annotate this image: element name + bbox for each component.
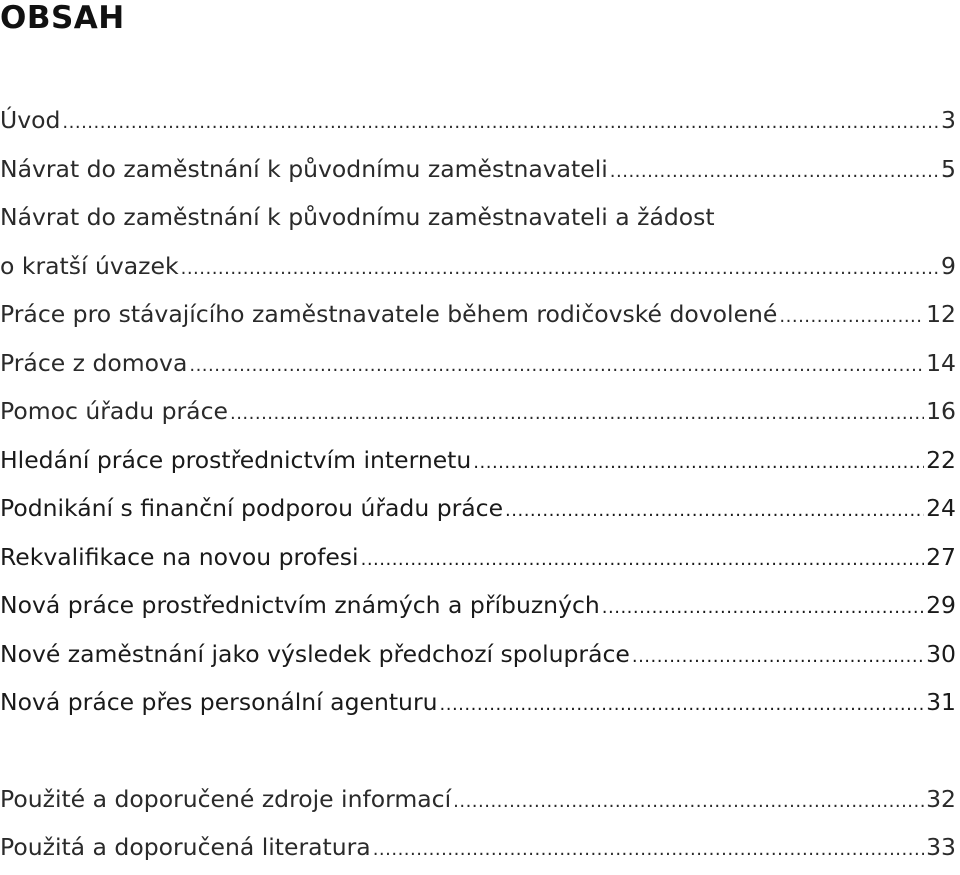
dot-leader	[505, 487, 924, 536]
toc-entry-label: Práce pro stávajícího zaměstnavatele během rodičovské dovolené	[0, 300, 778, 328]
toc-entry-page: 27	[926, 542, 956, 571]
toc-entry[interactable]	[0, 484, 956, 533]
toc-entry-page: 29	[926, 591, 956, 619]
dot-leader	[361, 536, 925, 585]
toc-entry-page: 5	[941, 154, 956, 183]
toc-entry-label: Návrat do zaměstnání k původnímu zaměstnavateli	[0, 154, 608, 183]
dot-leader	[473, 439, 924, 488]
dot-leader	[453, 778, 924, 827]
toc-entry[interactable]	[0, 630, 956, 679]
toc-entry-label: Pomoc úřadu práce	[0, 397, 228, 425]
toc-entry[interactable]	[0, 96, 956, 145]
toc-entry[interactable]	[0, 290, 956, 339]
toc-entry-page: 31	[926, 688, 956, 716]
dot-leader	[440, 681, 925, 730]
toc-entry[interactable]	[0, 436, 956, 485]
toc-entry-page: 16	[926, 397, 956, 425]
toc-entry-page: 9	[941, 251, 956, 280]
toc-entry-label: Použité a doporučené zdroje informací	[0, 784, 452, 813]
toc-entry-label: Práce z domova	[0, 348, 188, 377]
toc-entry[interactable]	[0, 145, 956, 194]
dot-leader	[181, 245, 939, 294]
toc-entry-label: Podnikání s finanční podporou úřadu práce	[0, 494, 504, 522]
dot-leader	[602, 584, 924, 633]
dot-leader	[779, 293, 924, 342]
toc-entry[interactable]	[0, 581, 956, 630]
toc-entry-label: Nové zaměstnání jako výsledek předchozí spolupráce	[0, 639, 630, 668]
dot-leader	[632, 633, 924, 682]
toc-entry-page: 24	[926, 494, 956, 522]
toc-entry-page: 3	[941, 106, 956, 134]
toc-entry[interactable]	[0, 193, 956, 290]
toc-entry-label: Úvod	[0, 106, 61, 134]
toc-entry[interactable]	[0, 678, 956, 727]
dot-leader	[610, 148, 939, 197]
toc-entry-page: 32	[926, 784, 956, 813]
toc-entry-label-line1: Návrat do zaměstnání k původnímu zaměstnavateli a žádost	[0, 203, 715, 231]
dot-leader	[189, 342, 924, 391]
toc-entry-label: Rekvalifikace na novou profesi	[0, 542, 359, 571]
table-of-contents	[0, 96, 956, 872]
toc-entry-page: 14	[926, 348, 956, 377]
dot-leader	[62, 99, 939, 148]
toc-entry-page: 22	[926, 445, 956, 474]
page-title: OBSAH	[0, 0, 125, 36]
toc-entry-page: 30	[926, 639, 956, 668]
dot-leader	[230, 390, 924, 439]
dot-leader	[373, 826, 924, 875]
toc-entry-label: Nová práce přes personální agenturu	[0, 688, 438, 716]
toc-entry[interactable]	[0, 823, 956, 872]
toc-entry-label: Nová práce prostřednictvím známých a příbuzných	[0, 591, 600, 619]
toc-entry-label: Použitá a doporučená literatura	[0, 833, 371, 861]
toc-entry[interactable]	[0, 775, 956, 824]
toc-entry-page: 12	[926, 300, 956, 328]
toc-entry-page: 33	[926, 833, 956, 861]
toc-entry[interactable]	[0, 387, 956, 436]
toc-entry-label: Hledání práce prostřednictvím internetu	[0, 445, 472, 474]
toc-entry-label: o kratší úvazek	[0, 251, 179, 280]
toc-entry[interactable]	[0, 339, 956, 388]
toc-entry[interactable]	[0, 533, 956, 582]
